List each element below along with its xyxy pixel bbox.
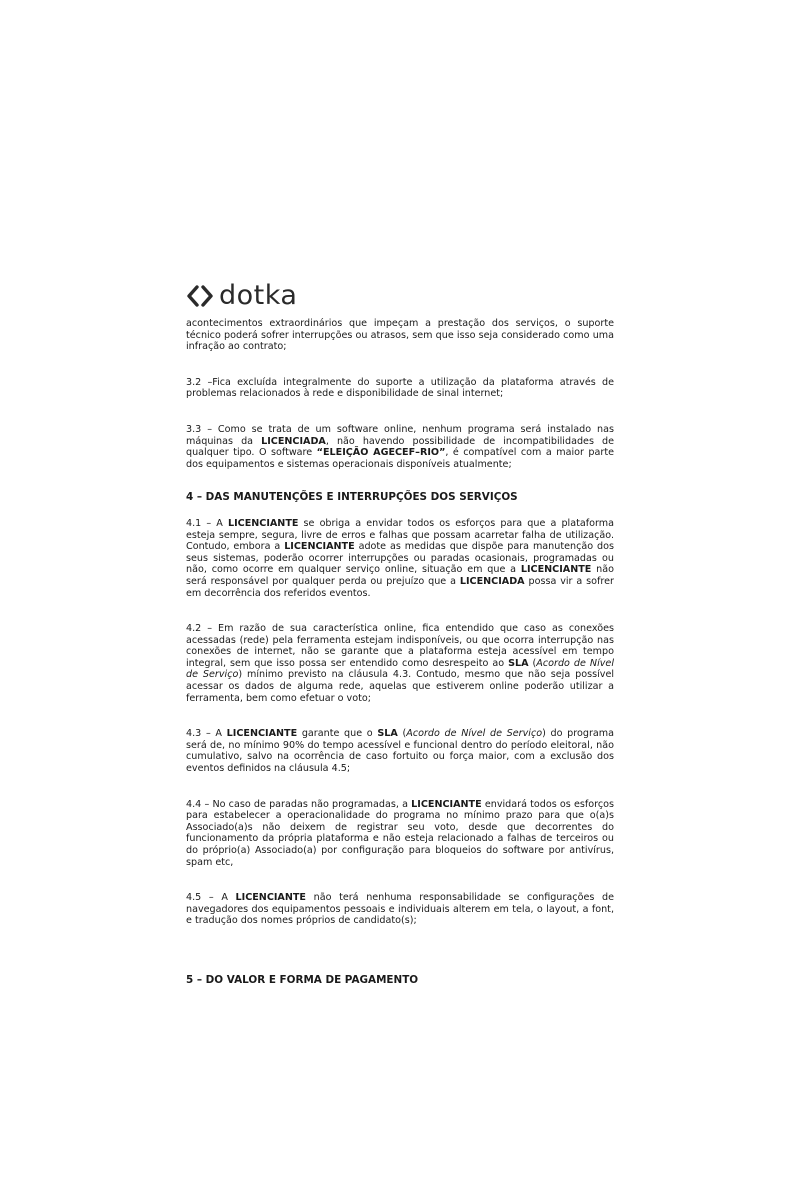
clause-4-2: 4.2 – Em razão de sua característica online, fica entendido que caso as conexões acessadas (rede) pela ferramenta estejam indisponíveis, ou que ocorra interrupção nas conexões de internet, não se garante que a plataforma esteja acessível em tempo integral, sem que isso possa ser entendido como desrespeito ao SLA (Acordo de Nível de Serviço) mínimo previsto na cláusula 4.3. Contudo, mesmo que não seja possível acessar os dados de alguma rede, aquelas que estiverem online poderão utilizar a ferramenta, bem como efetuar o voto; <box>186 623 615 704</box>
clause-4-4: 4.4 – No caso de paradas não programadas, a LICENCIANTE envidará todos os esforços para estabelecer a operacionalidade do programa no mínimo prazo para que o(a)s Associado(a)s não deixem de registrar seu voto, desde que decorrentes do funcionamento da própria plataforma e não esteja relacionado a falhas de terceiros ou do próprio(a) Associado(a) por configuração para bloqueios do software por antivírus, spam etc, <box>186 798 615 868</box>
document-body <box>186 318 614 987</box>
clause-4-5: 4.5 – A LICENCIANTE não terá nenhuma responsabilidade se configurações de navegadores dos equipamentos pessoais e individuais alterem em tela, o layout, a font, e tradução dos nomes próprios de candidato(s); <box>186 892 614 927</box>
dotka-logo <box>186 281 297 311</box>
angle-brackets-icon <box>186 284 216 308</box>
clause-3-2: 3.2 –Fica excluída integralmente do suporte a utilização da plataforma através de problemas relacionados à rede e disponibilidade de sinal internet; <box>186 376 614 400</box>
logo-wordmark: dotka <box>219 280 298 311</box>
section-4-heading: 4 – DAS MANUTENÇÕES E INTERRUPÇÕES DOS SERVIÇOS <box>186 491 518 504</box>
clause-4-1: 4.1 – A LICENCIANTE se obriga a envidar todos os esforços para que a plataforma esteja sempre, segura, livre de erros e falhas que possam acarretar falha de utilização. Contudo, embora a LICENCIANTE adote as medidas que dispõe para manutenção dos seus sistemas, poderão ocorrer interrupções ou paradas ocasionais, programadas ou não, como ocorre em qualquer serviço online, situação em que a LICENCIANTE não será responsável por qualquer perda ou prejuízo que a LICENCIADA possa vir a sofrer em decorrência dos referidos eventos. <box>186 517 614 599</box>
paragraph-continuation: acontecimentos extraordinários que impeçam a prestação dos serviços, o suporte técnico poderá sofrer interrupções ou atrasos, sem que isso seja considerado como uma infração ao contrato; <box>186 318 614 353</box>
clause-4-3: 4.3 – A LICENCIANTE garante que o SLA (Acordo de Nível de Serviço) do programa será de, no mínimo 90% do tempo acessível e funcional dentro do período eleitoral, não cumulativo, salvo na ocorrência de caso fortuito ou força maior, com a exclusão dos eventos definidos na cláusula 4.5; <box>186 728 614 775</box>
section-5-heading: 5 – DO VALOR E FORMA DE PAGAMENTO <box>186 973 419 986</box>
clause-3-3: 3.3 – Como se trata de um software online, nenhum programa será instalado nas máquinas da LICENCIADA, não havendo possibilidade de incompatibilidades de qualquer tipo. O software “ELEIÇÃO AGECEF–RIO”, é compatível com a maior parte dos equipamentos e sistemas operacionais disponíveis atualmente; <box>186 423 614 470</box>
